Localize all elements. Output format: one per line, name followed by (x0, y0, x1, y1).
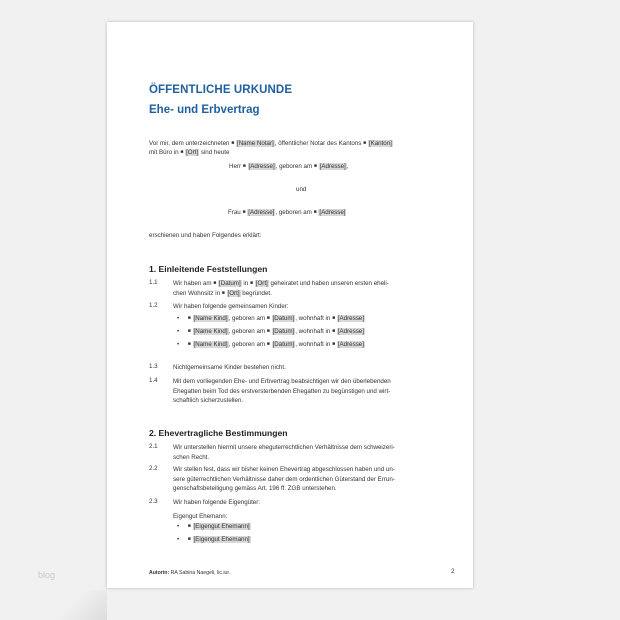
para-1-1: Wir haben am ■ [Datum] in ■ [Ort] geheiratet und haben unseren ersten eheli- chen Wohnsitz in ■ [Ort] begründet. (173, 280, 389, 297)
para-1-4: Mit dem vorliegenden Ehe- und Erbvertrag beabsichtigen wir den überlebenden Ehegatten beim Tod des erstversterbenden Ehegatten zu begünstigen und wirt- schaftlich sicherzustellen. (173, 378, 391, 404)
frau-line: Frau ■ [Adresse], geboren am ■ [Adresse] (228, 209, 346, 216)
herr-line: Herr ■ [Adresse], geboren am ■ [Adresse], (229, 163, 349, 170)
und-line: und (296, 186, 307, 193)
para-2-3: Wir haben folgende Eigengüter: (173, 499, 261, 506)
footer-author: Autorin: RA Sabina Naegeli, lic.iur. (149, 570, 231, 576)
intro-line-1: Vor mir, dem unterzeichneten ■ [Name Notar], öffentlicher Notar des Kantons ■ [Kanton] (149, 140, 392, 147)
section-1-heading: 1. Einleitende Feststellungen (149, 264, 268, 274)
para-1-3-number: 1.3 (149, 363, 158, 370)
para-2-2: Wir stellen fest, dass wir bisher keinen Ehevertrag abgeschlossen haben und un- sere güterrechtlichen Verhältnisse daher dem ordentlichen Güterstand der Errun- genschaftsbeteiligung gemäss Art. 196 ff. ZGB unterstehen. (173, 466, 395, 492)
para-1-2: Wir haben folgende gemeinsamen Kinder: (173, 303, 289, 310)
list-item: • ■ [Eigengut Ehemann] (177, 523, 250, 530)
para-2-3-number: 2.3 (149, 498, 158, 505)
placeholder-kanton: [Kanton] (368, 140, 392, 147)
eigengut-label: Eigengut Ehemann: (173, 513, 228, 520)
placeholder-notar: [Name Notar] (236, 140, 274, 147)
para-2-1: Wir unterstellen hiermit unsere eheguterrechtlichen Verhältnisse dem schweizeri- schen Recht. (173, 444, 395, 461)
para-1-2-number: 1.2 (149, 302, 158, 309)
para-1-4-number: 1.4 (149, 377, 158, 384)
watermark: blog (38, 570, 56, 580)
para-2-1-number: 2.1 (149, 443, 158, 450)
erschienen-line: erschienen und haben Folgendes erklärt: (149, 232, 262, 239)
document-page (107, 22, 473, 588)
para-1-1-number: 1.1 (149, 279, 158, 286)
list-item: • ■ [Name Kind], geboren am ■ [Datum], wohnhaft in ■ [Adresse] (177, 315, 364, 322)
page-number: 2 (451, 568, 455, 575)
list-item: • ■ [Name Kind], geboren am ■ [Datum], wohnhaft in ■ [Adresse] (177, 341, 364, 348)
intro-line-2: mit Büro in ■ [Ort] sind heute (149, 149, 230, 156)
para-1-3: Nichtgemeinsame Kinder bestehen nicht. (173, 364, 286, 371)
para-2-2-number: 2.2 (149, 465, 158, 472)
list-item: • ■ [Eigengut Ehemann] (177, 536, 250, 543)
document-title: ÖFFENTLICHE URKUNDE (149, 84, 293, 96)
page-curl-shadow (50, 590, 107, 620)
list-item: • ■ [Name Kind], geboren am ■ [Datum], wohnhaft in ■ [Adresse] (177, 328, 364, 335)
section-2-heading: 2. Ehevertragliche Bestimmungen (149, 428, 288, 438)
document-subtitle: Ehe- und Erbvertrag (149, 104, 260, 116)
placeholder-ort: [Ort] (186, 149, 199, 156)
